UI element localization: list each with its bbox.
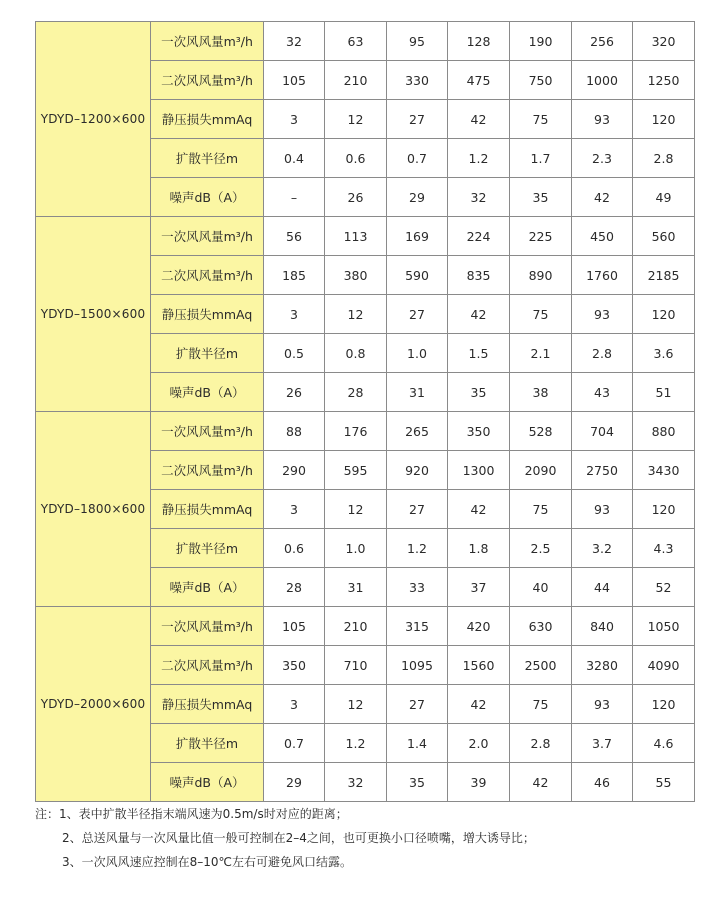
value-cell: 12 xyxy=(325,100,387,139)
value-cell: 210 xyxy=(325,607,387,646)
parameter-label: 一次风风量m³/h xyxy=(151,22,264,61)
spec-table xyxy=(35,21,695,802)
value-cell: 1250 xyxy=(633,61,695,100)
value-cell: 1760 xyxy=(572,256,633,295)
value-cell: 290 xyxy=(264,451,325,490)
value-cell: 2.5 xyxy=(510,529,572,568)
value-cell: 32 xyxy=(448,178,510,217)
value-cell: 120 xyxy=(633,490,695,529)
value-cell: 26 xyxy=(325,178,387,217)
value-cell: 44 xyxy=(572,568,633,607)
notes xyxy=(35,802,705,874)
value-cell: 3280 xyxy=(572,646,633,685)
value-cell: 2.8 xyxy=(572,334,633,373)
parameter-label: 噪声dB（A） xyxy=(151,763,264,802)
value-cell: 185 xyxy=(264,256,325,295)
parameter-label: 一次风风量m³/h xyxy=(151,412,264,451)
value-cell: 3430 xyxy=(633,451,695,490)
value-cell: 32 xyxy=(325,763,387,802)
value-cell: 3.2 xyxy=(572,529,633,568)
value-cell: 75 xyxy=(510,685,572,724)
table-row xyxy=(36,22,695,61)
value-cell: 42 xyxy=(448,685,510,724)
parameter-label: 二次风风量m³/h xyxy=(151,646,264,685)
value-cell: 2.8 xyxy=(633,139,695,178)
parameter-label: 扩散半径m xyxy=(151,529,264,568)
value-cell: 350 xyxy=(448,412,510,451)
value-cell: 42 xyxy=(448,295,510,334)
value-cell: 4.3 xyxy=(633,529,695,568)
value-cell: 1.2 xyxy=(387,529,448,568)
value-cell: 1.0 xyxy=(325,529,387,568)
parameter-label: 二次风风量m³/h xyxy=(151,61,264,100)
value-cell: 2.0 xyxy=(448,724,510,763)
parameter-label: 二次风风量m³/h xyxy=(151,256,264,295)
parameter-label: 静压损失mmAq xyxy=(151,685,264,724)
value-cell: 2090 xyxy=(510,451,572,490)
spec-table-body xyxy=(36,22,695,802)
value-cell: 120 xyxy=(633,295,695,334)
value-cell: 590 xyxy=(387,256,448,295)
value-cell: 32 xyxy=(264,22,325,61)
value-cell: 224 xyxy=(448,217,510,256)
value-cell: 35 xyxy=(448,373,510,412)
value-cell: 3.6 xyxy=(633,334,695,373)
value-cell: 38 xyxy=(510,373,572,412)
value-cell: 2.8 xyxy=(510,724,572,763)
value-cell: 93 xyxy=(572,295,633,334)
value-cell: 75 xyxy=(510,100,572,139)
value-cell: 39 xyxy=(448,763,510,802)
value-cell: 35 xyxy=(510,178,572,217)
value-cell: 1050 xyxy=(633,607,695,646)
value-cell: 1560 xyxy=(448,646,510,685)
value-cell: 3 xyxy=(264,685,325,724)
parameter-label: 噪声dB（A） xyxy=(151,568,264,607)
value-cell: 4.6 xyxy=(633,724,695,763)
value-cell: 31 xyxy=(325,568,387,607)
note-1: 注：1、表中扩散半径指末端风速为0.5m/s时对应的距离； xyxy=(35,807,348,821)
value-cell: 1300 xyxy=(448,451,510,490)
value-cell: 0.4 xyxy=(264,139,325,178)
value-cell: 840 xyxy=(572,607,633,646)
value-cell: 93 xyxy=(572,490,633,529)
value-cell: 12 xyxy=(325,490,387,529)
model-cell: YDYD–1200×600 xyxy=(36,22,151,217)
value-cell: 420 xyxy=(448,607,510,646)
value-cell: 475 xyxy=(448,61,510,100)
value-cell: 4090 xyxy=(633,646,695,685)
value-cell: 225 xyxy=(510,217,572,256)
value-cell: 380 xyxy=(325,256,387,295)
note-3: 3、一次风风速应控制在8–10℃左右可避免风口结露。 xyxy=(62,855,353,869)
value-cell: 56 xyxy=(264,217,325,256)
value-cell: 105 xyxy=(264,607,325,646)
value-cell: 190 xyxy=(510,22,572,61)
value-cell: 630 xyxy=(510,607,572,646)
value-cell: 210 xyxy=(325,61,387,100)
value-cell: 27 xyxy=(387,295,448,334)
parameter-label: 静压损失mmAq xyxy=(151,295,264,334)
value-cell: 920 xyxy=(387,451,448,490)
value-cell: 55 xyxy=(633,763,695,802)
value-cell: 42 xyxy=(448,100,510,139)
value-cell: 33 xyxy=(387,568,448,607)
value-cell: 51 xyxy=(633,373,695,412)
value-cell: 450 xyxy=(572,217,633,256)
value-cell: 710 xyxy=(325,646,387,685)
value-cell: 29 xyxy=(387,178,448,217)
value-cell: 1.8 xyxy=(448,529,510,568)
value-cell: 35 xyxy=(387,763,448,802)
value-cell: 0.6 xyxy=(264,529,325,568)
value-cell: 42 xyxy=(572,178,633,217)
value-cell: 46 xyxy=(572,763,633,802)
value-cell: 890 xyxy=(510,256,572,295)
value-cell: 3 xyxy=(264,295,325,334)
parameter-label: 一次风风量m³/h xyxy=(151,217,264,256)
value-cell: 1000 xyxy=(572,61,633,100)
note-2: 2、总送风量与一次风量比值一般可控制在2–4之间，也可更换小口径喷嘴，增大诱导比； xyxy=(62,831,535,845)
value-cell: 1.2 xyxy=(325,724,387,763)
parameter-label: 扩散半径m xyxy=(151,724,264,763)
model-cell: YDYD–1500×600 xyxy=(36,217,151,412)
value-cell: 27 xyxy=(387,490,448,529)
value-cell: 1.4 xyxy=(387,724,448,763)
value-cell: 528 xyxy=(510,412,572,451)
value-cell: 315 xyxy=(387,607,448,646)
value-cell: 75 xyxy=(510,295,572,334)
value-cell: 560 xyxy=(633,217,695,256)
value-cell: 95 xyxy=(387,22,448,61)
value-cell: 31 xyxy=(387,373,448,412)
value-cell: 3.7 xyxy=(572,724,633,763)
value-cell: 2.1 xyxy=(510,334,572,373)
model-cell: YDYD–1800×600 xyxy=(36,412,151,607)
value-cell: 3 xyxy=(264,100,325,139)
value-cell: 350 xyxy=(264,646,325,685)
value-cell: 1.5 xyxy=(448,334,510,373)
value-cell: 63 xyxy=(325,22,387,61)
value-cell: 320 xyxy=(633,22,695,61)
value-cell: 105 xyxy=(264,61,325,100)
value-cell: 12 xyxy=(325,685,387,724)
parameter-label: 一次风风量m³/h xyxy=(151,607,264,646)
value-cell: 75 xyxy=(510,490,572,529)
table-row xyxy=(36,217,695,256)
value-cell: 0.6 xyxy=(325,139,387,178)
value-cell: 176 xyxy=(325,412,387,451)
value-cell: 0.5 xyxy=(264,334,325,373)
value-cell: 27 xyxy=(387,685,448,724)
value-cell: 750 xyxy=(510,61,572,100)
value-cell: 49 xyxy=(633,178,695,217)
parameter-label: 扩散半径m xyxy=(151,334,264,373)
value-cell: 265 xyxy=(387,412,448,451)
value-cell: 40 xyxy=(510,568,572,607)
value-cell: 26 xyxy=(264,373,325,412)
parameter-label: 静压损失mmAq xyxy=(151,490,264,529)
value-cell: 12 xyxy=(325,295,387,334)
value-cell: 704 xyxy=(572,412,633,451)
value-cell: 1.7 xyxy=(510,139,572,178)
value-cell: 1.2 xyxy=(448,139,510,178)
value-cell: 0.8 xyxy=(325,334,387,373)
value-cell: 256 xyxy=(572,22,633,61)
value-cell: 42 xyxy=(448,490,510,529)
value-cell: 835 xyxy=(448,256,510,295)
value-cell: 2.3 xyxy=(572,139,633,178)
value-cell: 0.7 xyxy=(264,724,325,763)
value-cell: 113 xyxy=(325,217,387,256)
value-cell: 88 xyxy=(264,412,325,451)
value-cell: 2750 xyxy=(572,451,633,490)
value-cell: 330 xyxy=(387,61,448,100)
value-cell: 29 xyxy=(264,763,325,802)
parameter-label: 噪声dB（A） xyxy=(151,178,264,217)
value-cell: 43 xyxy=(572,373,633,412)
parameter-label: 二次风风量m³/h xyxy=(151,451,264,490)
value-cell: 42 xyxy=(510,763,572,802)
table-row xyxy=(36,412,695,451)
table-row xyxy=(36,607,695,646)
value-cell: 595 xyxy=(325,451,387,490)
parameter-label: 噪声dB（A） xyxy=(151,373,264,412)
value-cell: 120 xyxy=(633,100,695,139)
value-cell: 28 xyxy=(325,373,387,412)
value-cell: 3 xyxy=(264,490,325,529)
value-cell: 93 xyxy=(572,100,633,139)
value-cell: 120 xyxy=(633,685,695,724)
value-cell: 169 xyxy=(387,217,448,256)
value-cell: – xyxy=(264,178,325,217)
value-cell: 880 xyxy=(633,412,695,451)
value-cell: 1095 xyxy=(387,646,448,685)
value-cell: 93 xyxy=(572,685,633,724)
value-cell: 128 xyxy=(448,22,510,61)
value-cell: 1.0 xyxy=(387,334,448,373)
parameter-label: 扩散半径m xyxy=(151,139,264,178)
value-cell: 2500 xyxy=(510,646,572,685)
value-cell: 28 xyxy=(264,568,325,607)
value-cell: 0.7 xyxy=(387,139,448,178)
parameter-label: 静压损失mmAq xyxy=(151,100,264,139)
value-cell: 2185 xyxy=(633,256,695,295)
value-cell: 37 xyxy=(448,568,510,607)
value-cell: 52 xyxy=(633,568,695,607)
value-cell: 27 xyxy=(387,100,448,139)
model-cell: YDYD–2000×600 xyxy=(36,607,151,802)
